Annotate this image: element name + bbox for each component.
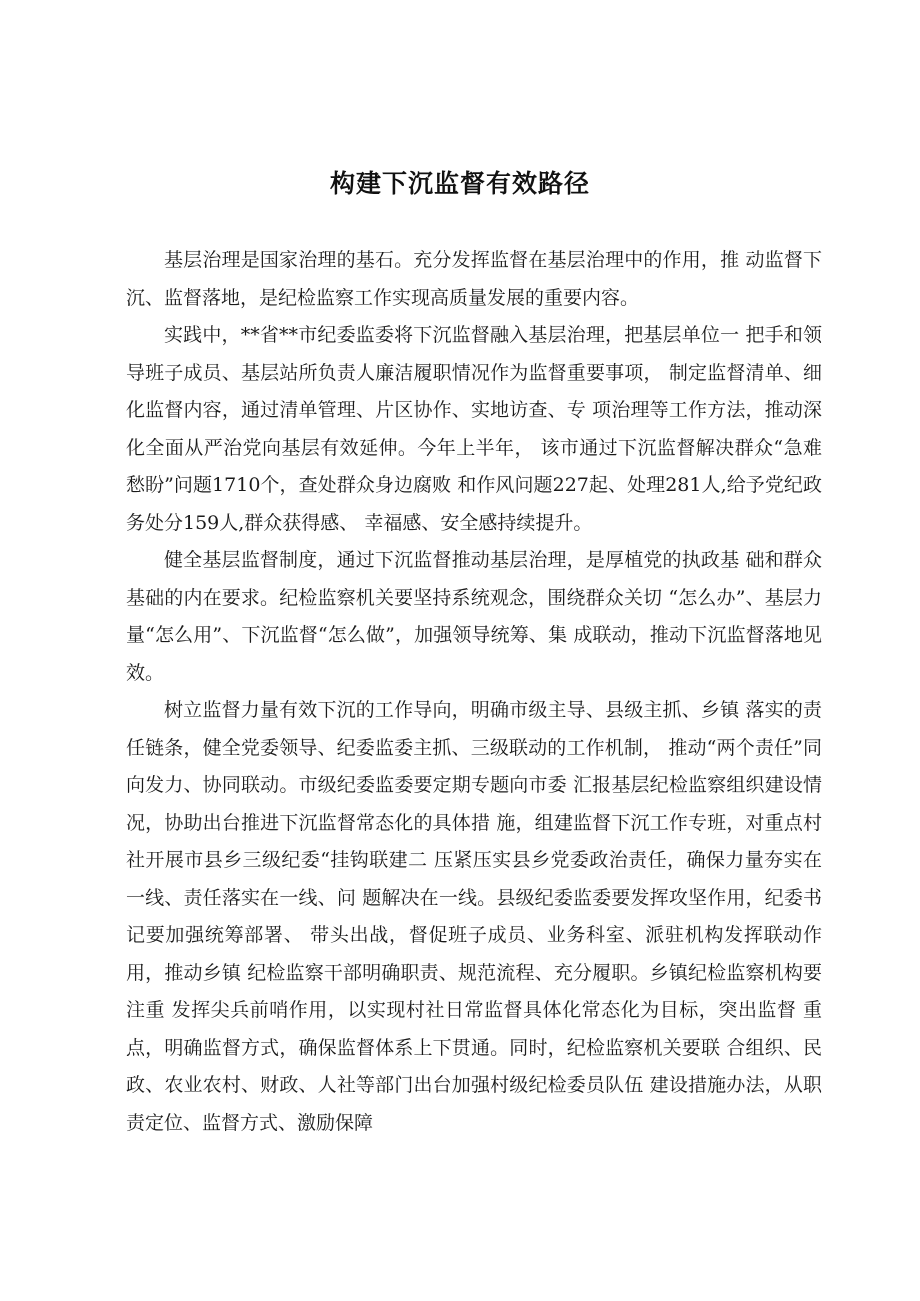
paragraph-3: 健全基层监督制度，通过下沉监督推动基层治理，是厚植党的执政基 础和群众基础的内在要求。纪检监察机关要坚持系统观念，围绕群众关切 “怎么办”、基层力量“怎么用”、下沉监督“怎么做”，加强领导统筹、集 成联动，推动下沉监督落地见效。 <box>126 549 822 684</box>
document-body <box>126 242 822 1142</box>
paragraph-2: 实践中，**省**市纪委监委将下沉监督融入基层治理，把基层单位一 把手和领导班子成员、基层站所负责人廉洁履职情况作为监督重要事项， 制定监督清单、细化监督内容，通过清单管理、片区协作、实地访查、专 项治理等工作方法，推动深化全面从严治党向基层有效延伸。今年上半年， 该市通过下沉监督解决群众“急难愁盼”问题1710个，查处群众身边腐败 和作风问题227起、处理281人,给予党纪政务处分159人,群众获得感、 幸福感、安全感持续提升。 <box>126 324 822 534</box>
document-title: 构建下沉监督有效路径 <box>329 169 590 198</box>
paragraph-1: 基层治理是国家治理的基石。充分发挥监督在基层治理中的作用，推 动监督下沉、监督落地，是纪检监察工作实现高质量发展的重要内容。 <box>126 249 822 309</box>
paragraph-4: 树立监督力量有效下沉的工作导向，明确市级主导、县级主抓、乡镇 落实的责任链条，健全党委领导、纪委监委主抓、三级联动的工作机制， 推动“两个责任”同向发力、协同联动。市级纪委监委要定期专题向市委 汇报基层纪检监察组织建设情况，协助出台推进下沉监督常态化的具体措 施，组建监督下沉工作专班，对重点村社开展市县乡三级纪委“挂钩联建二 压紧压实县乡党委政治责任，确保力量夯实在一线、责任落实在一线、问 题解决在一线。县级纪委监委要发挥攻坚作用，纪委书记要加强统筹部署、 带头出战，督促班子成员、业务科室、派驻机构发挥联动作用，推动乡镇 纪检监察干部明确职责、规范流程、充分履职。乡镇纪检监察机构要注重 发挥尖兵前哨作用，以实现村社日常监督具体化常态化为目标，突出监督 重点，明确监督方式，确保监督体系上下贯通。同时，纪检监察机关要联 合组织、民政、农业农村、财政、人社等部门出台加强村级纪检委员队伍 建设措施办法，从职责定位、监督方式、激励保障 <box>126 699 822 1134</box>
